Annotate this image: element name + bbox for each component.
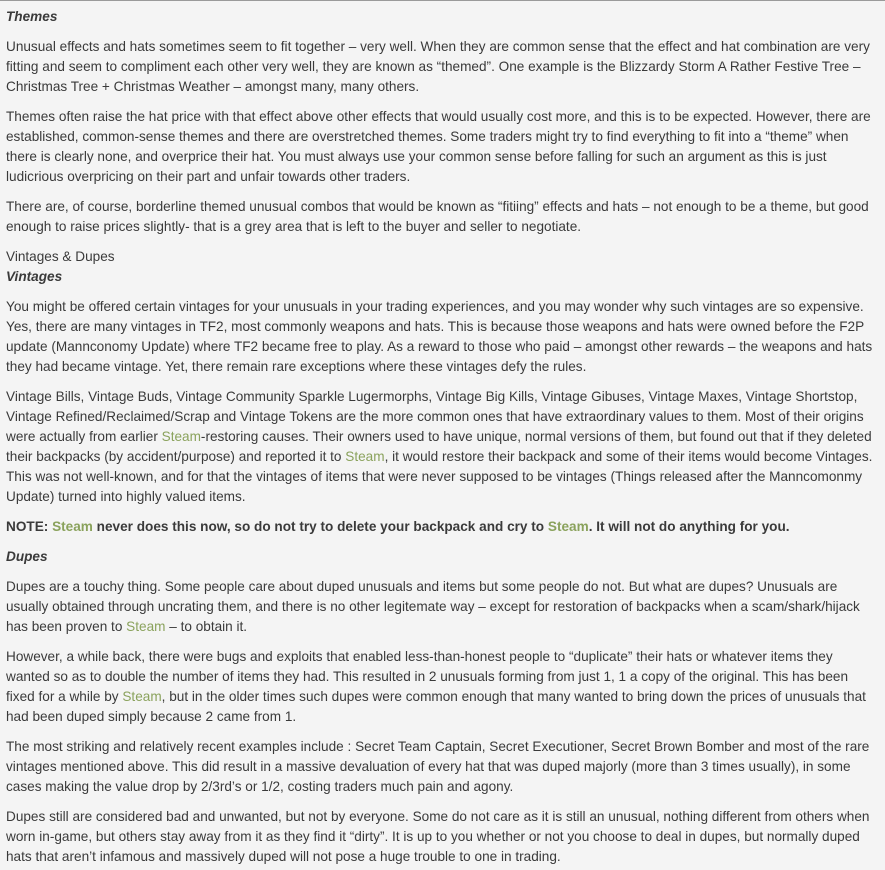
text-run: Vintage Bills, Vintage Buds, Vintage Community Sparkle Lugermorphs, Vintage Big Kills, Vintage Gibuses, Vintage Maxes, Vintage Shortstop, Vintage Refined/Reclaimed/Scrap and Vintage Tokens are the more common ones that have extraordinary values to them. Most of their origins were actually from earlier xyxy=(6,389,864,444)
text-run: However, a while back, there were bugs and exploits that enabled less-than-honest people to “duplicate” their hats or whatever items they wanted so as to double the number of items they had. This resulted in 2 unusuals forming from just 1, 1 a copy of the original. This has been fixed for a while by xyxy=(6,649,849,704)
text-run: -restoring causes. Their owners used to have unique, normal versions of them, but found out that if they deleted their backpacks (by accident/purpose) and reported it to xyxy=(6,429,872,464)
text-run: – to obtain it. xyxy=(165,619,248,634)
vintages-heading: Vintages xyxy=(6,269,63,284)
themes-paragraph-3: There are, of course, borderline themed unusual combos that would be known as “fitiing” effects and hats – not enough to be a theme, but good enough to raise prices slightly- that is a grey area that is left to the buyer and seller to negotiate. xyxy=(6,199,869,234)
dupes-heading: Dupes xyxy=(6,549,48,564)
dupes-paragraph-1 xyxy=(6,577,879,637)
article-body xyxy=(0,1,885,867)
vintages-paragraph-1: You might be offered certain vintages for your unusuals in your trading experiences, and you may wonder why such vintages are so expensive. Yes, there are many vintages in TF2, most commonly weapons and hats. This is because those weapons and hats were owned before the F2P update (Mannconomy Update) where TF2 became free to play. As a reward to those who paid – amongst other rewards – the weapons and hats they had became vintage. Yet, there remain rare exceptions where these vintages defy the rules. xyxy=(6,299,873,374)
dupes-paragraph-2 xyxy=(6,647,879,727)
note-label: NOTE: xyxy=(6,519,53,534)
text-run: , it would restore their backpack and some of their items would become Vintages. This was not well-known, and for that the vintages of items that were never supposed to be vintages (Things released after the Manncomonmy Update) turned into highly valued items. xyxy=(6,449,873,504)
steam-link[interactable]: Steam xyxy=(345,449,385,464)
dupes-paragraph-4: Dupes still are considered bad and unwanted, but not by everyone. Some do not care as it is still an unusual, nothing different from others when worn in-game, but others stay away from it as they find it “dirty”. It is up to you whether or not you choose to deal in dupes, but normally duped hats that aren’t infamous and massively duped will not pose a huge trouble to one in trading. xyxy=(6,809,870,864)
steam-link[interactable]: Steam xyxy=(126,619,166,634)
themes-heading: Themes xyxy=(6,9,58,24)
steam-link[interactable]: Steam xyxy=(547,519,589,534)
text-run: . It will not do anything for you. xyxy=(588,519,790,534)
note-paragraph xyxy=(6,517,879,537)
themes-paragraph-2: Themes often raise the hat price with that effect above other effects that would usually cost more, and this is to be expected. However, there are established, common-sense themes and there are overstretched themes. Some traders might try to find everything to fit into a “theme” when there is clearly none, and overprice their hat. You must always use your common sense before falling for such an argument as this is just ludicrious overpricing on their part and unfair towards other traders. xyxy=(6,109,871,184)
text-run: , but in the older times such dupes were common enough that many wanted to bring down the prices of unusuals that had been duped simply because 2 came from 1. xyxy=(6,689,866,724)
themes-paragraph-1: Unusual effects and hats sometimes seem to fit together – very well. When they are common sense that the effect and hat combination are very fitting and seem to compliment each other very well, they are known as “themed”. One example is the Blizzardy Storm A Rather Festive Tree – Christmas Tree + Christmas Weather – amongst many, many others. xyxy=(6,39,870,94)
text-run: Dupes are a touchy thing. Some people care about duped unusuals and items but some people do not. But what are dupes? Unusuals are usually obtained through uncrating them, and there is no other legitemate way – except for restoration of backpacks when a scam/shark/hijack has been proven to xyxy=(6,579,860,634)
vintages-paragraph-2 xyxy=(6,387,879,507)
dupes-paragraph-3: The most striking and relatively recent examples include : Secret Team Captain, Secret Executioner, Secret Brown Bomber and most of the rare vintages mentioned above. This did result in a massive devaluation of every hat that was duped majorly (more than 3 times usually), in some cases making the value drop by 2/3rd’s or 1/2, costing traders much pain and agony. xyxy=(6,739,870,794)
section-title: Vintages & Dupes xyxy=(6,249,115,264)
steam-link[interactable]: Steam xyxy=(122,689,162,704)
text-run: never does this now, so do not try to delete your backpack and cry to xyxy=(92,519,548,534)
steam-link[interactable]: Steam xyxy=(52,519,93,534)
steam-link[interactable]: Steam xyxy=(161,429,201,444)
